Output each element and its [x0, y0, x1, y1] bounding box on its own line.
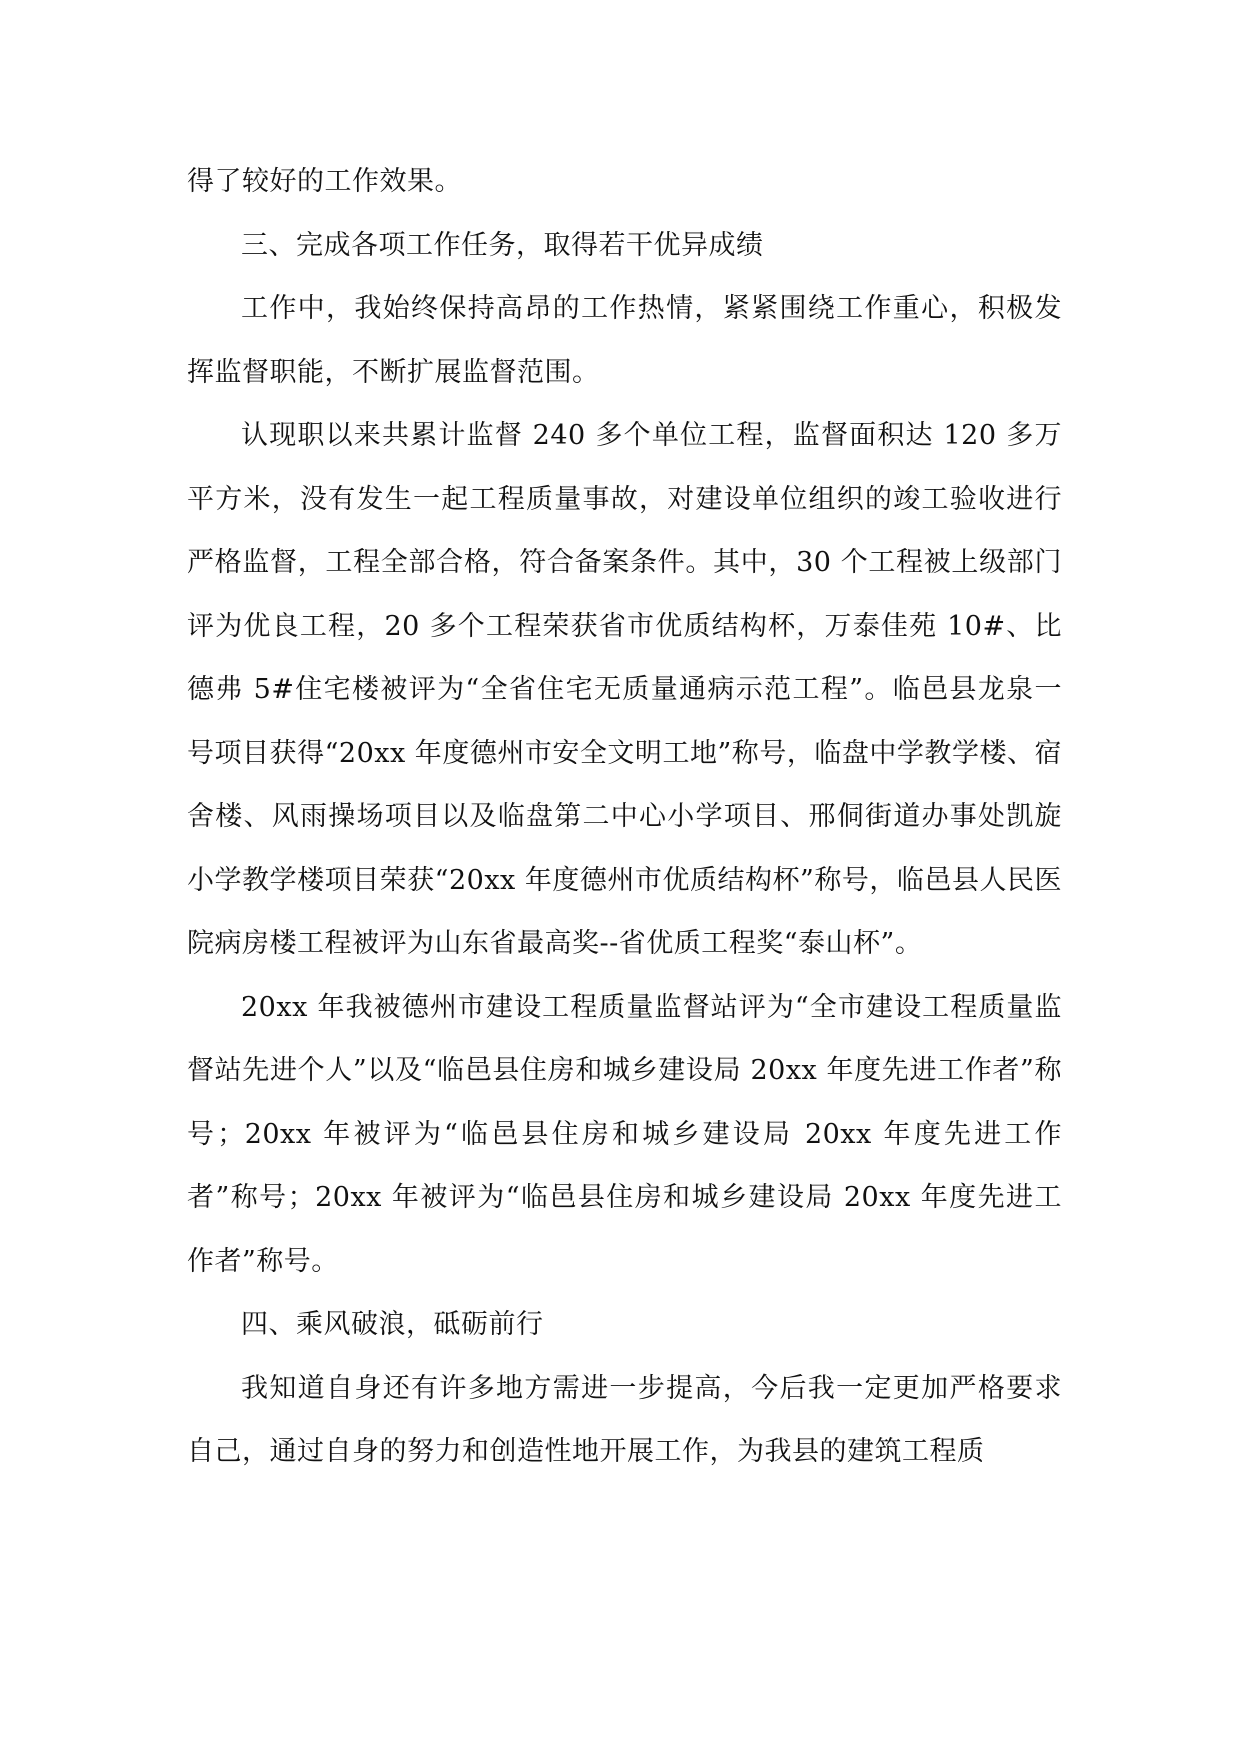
section-heading-3: 三、完成各项工作任务，取得若干优异成绩	[241, 229, 764, 261]
document-body	[187, 150, 1062, 1484]
paragraph-outlook: 我知道自身还有许多地方需进一步提高，今后我一定更加严格要求自己，通过自身的努力和创造性地开展工作，为我县的建筑工程质	[187, 1372, 1062, 1467]
paragraph-work-attitude: 工作中，我始终保持高昂的工作热情，紧紧围绕工作重心，积极发挥监督职能，不断扩展监督范围。	[187, 293, 1062, 388]
paragraph-achievements: 认现职以来共累计监督 240 多个单位工程，监督面积达 120 多万平方米，没有发生一起工程质量事故，对建设单位组织的竣工验收进行严格监督，工程全部合格，符合备案条件。其中，30 个工程被上级部门评为优良工程，20 多个工程荣获省市优质结构杯，万泰佳苑 10#、比德弗 5#住宅楼被评为“全省住宅无质量通病示范工程”。临邑县龙泉一号项目获得“20xx 年度德州市安全文明工地”称号，临盘中学教学楼、宿舍楼、风雨操场项目以及临盘第二中心小学项目、邢侗街道办事处凯旋小学教学楼项目荣获“20xx 年度德州市优质结构杯”称号，临邑县人民医院病房楼工程被评为山东省最高奖--省优质工程奖“泰山杯”。	[187, 420, 1062, 959]
section-heading-4: 四、乘风破浪，砥砺前行	[241, 1309, 544, 1340]
paragraph-honors: 20xx 年我被德州市建设工程质量监督站评为“全市建设工程质量监督站先进个人”以及“临邑县住房和城乡建设局 20xx 年度先进工作者”称号；20xx 年被评为“临邑县住房和城乡建设局 20xx 年度先进工作者”称号；20xx 年被评为“临邑县住房和城乡建设局 20xx 年度先进工作者”称号。	[187, 991, 1062, 1277]
paragraph-continuation: 得了较好的工作效果。	[187, 166, 462, 197]
